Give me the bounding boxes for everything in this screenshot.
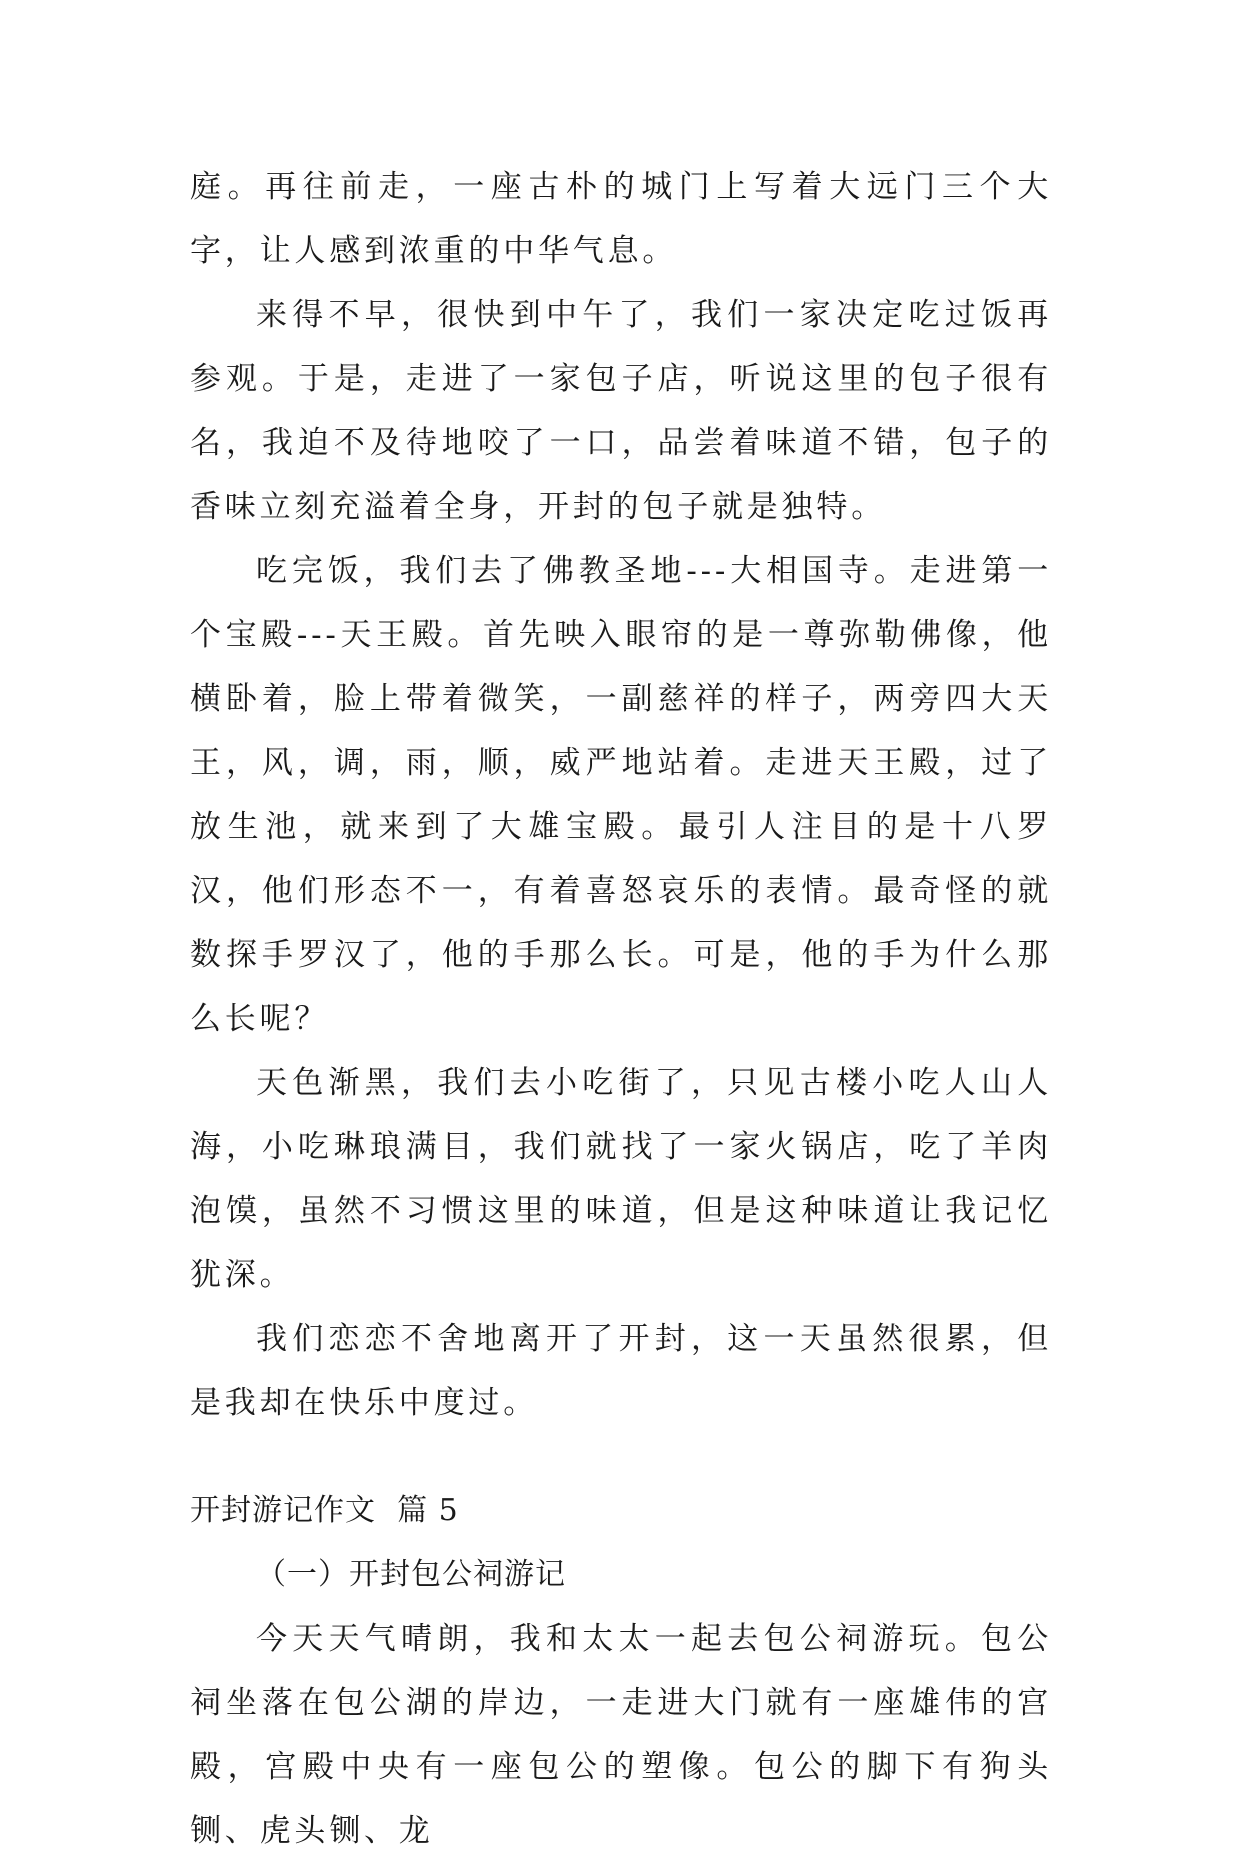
paragraph-baogong: 今天天气晴朗，我和太太一起去包公祠游玩。包公祠坐落在包公湖的岸边，一走进大门就有一座雄伟的宫殿，宫殿中央有一座包公的塑像。包公的脚下有狗头铡、虎头铡、龙 xyxy=(190,1621,1052,1849)
document-page xyxy=(190,155,1052,1863)
paragraph-continuation: 庭。再往前走，一座古朴的城门上写着大远门三个大字，让人感到浓重的中华气息。 xyxy=(190,169,1052,269)
section-title: 开封游记作文 篇 5 xyxy=(190,1493,459,1528)
section-subtitle: （一）开封包公祠游记 xyxy=(256,1557,566,1592)
paragraph-departure: 我们恋恋不舍地离开了开封，这一天虽然很累，但是我却在快乐中度过。 xyxy=(190,1321,1052,1421)
paragraph-snack-street: 天色渐黑，我们去小吃街了，只见古楼小吃人山人海，小吃琳琅满目，我们就找了一家火锅店，吃了羊肉泡馍，虽然不习惯这里的味道，但是这种味道让我记忆犹深。 xyxy=(190,1065,1052,1293)
section-spacer xyxy=(190,1435,1052,1479)
paragraph-lunch: 来得不早，很快到中午了，我们一家决定吃过饭再参观。于是，走进了一家包子店，听说这里的包子很有名，我迫不及待地咬了一口，品尝着味道不错，包子的香味立刻充溢着全身，开封的包子就是独特。 xyxy=(190,297,1052,525)
paragraph-temple: 吃完饭，我们去了佛教圣地---大相国寺。走进第一个宝殿---天王殿。首先映入眼帘的是一尊弥勒佛像，他横卧着，脸上带着微笑，一副慈祥的样子，两旁四大天王，风，调，雨，顺，威严地站着。走进天王殿，过了放生池，就来到了大雄宝殿。最引人注目的是十八罗汉，他们形态不一，有着喜怒哀乐的表情。最奇怪的就数探手罗汉了，他的手那么长。可是，他的手为什么那么长呢？ xyxy=(190,553,1052,1037)
